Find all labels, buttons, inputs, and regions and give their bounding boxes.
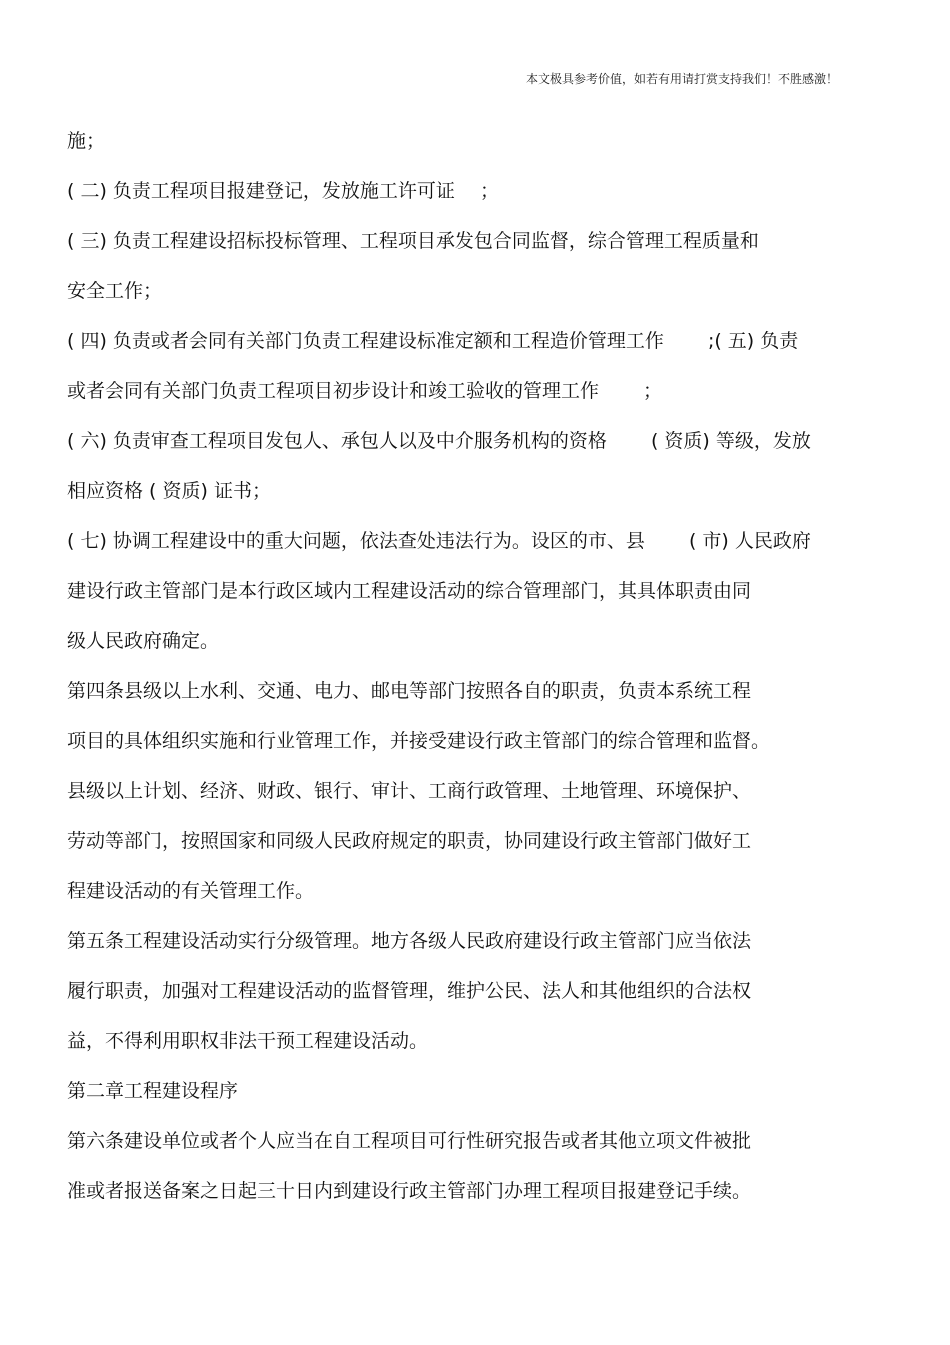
text-line: ( 三) 负责工程建设招标投标管理、工程项目承发包合同监督，综合管理工程质量和	[67, 230, 759, 252]
text-line: 相应资格 ( 资质) 证书；	[67, 480, 271, 502]
text-line: ( 四) 负责或者会同有关部门负责工程建设标准定额和工程造价管理工作 ;( 五) 负责	[67, 330, 799, 352]
text-line: 第四条县级以上水利、交通、电力、邮电等部门按照各自的职责，负责本系统工程	[67, 680, 752, 702]
text-line: 项目的具体组织实施和行业管理工作，并接受建设行政主管部门的综合管理和监督。	[67, 730, 771, 752]
text-line: 履行职责，加强对工程建设活动的监督管理，维护公民、法人和其他组织的合法权	[67, 980, 752, 1002]
text-line: 或者会同有关部门负责工程项目初步设计和竣工验收的管理工作 ；	[67, 380, 663, 402]
text-line: 施；	[67, 130, 106, 152]
text-line: 劳动等部门，按照国家和同级人民政府规定的职责，协同建设行政主管部门做好工	[67, 830, 752, 852]
text-line: 县级以上计划、经济、财政、银行、审计、工商行政管理、土地管理、环境保护、	[67, 780, 752, 802]
text-line: 准或者报送备案之日起三十日内到建设行政主管部门办理工程项目报建登记手续。	[67, 1180, 752, 1202]
header-note: 本文极具参考价值，如若有用请打赏支持我们！不胜感激！	[525, 72, 838, 86]
chapter-heading: 第二章工程建设程序	[67, 1080, 239, 1102]
text-line: ( 六) 负责审查工程项目发包人、承包人以及中介服务机构的资格 ( 资质) 等级，发放	[67, 430, 811, 452]
text-line: 安全工作；	[67, 280, 163, 302]
text-line: 益，不得利用职权非法干预工程建设活动。	[67, 1030, 429, 1052]
text-line: 程建设活动的有关管理工作。	[67, 880, 315, 902]
text-line: ( 二) 负责工程项目报建登记，发放施工许可证 ；	[67, 180, 499, 202]
text-line: 第五条工程建设活动实行分级管理。地方各级人民政府建设行政主管部门应当依法	[67, 930, 752, 952]
text-line: 级人民政府确定。	[67, 630, 220, 652]
text-line: ( 七) 协调工程建设中的重大问题，依法查处违法行为。设区的市、县 ( 市) 人民政府	[67, 530, 811, 552]
text-line: 第六条建设单位或者个人应当在自工程项目可行性研究报告或者其他立项文件被批	[67, 1130, 752, 1152]
text-line: 建设行政主管部门是本行政区域内工程建设活动的综合管理部门，其具体职责由同	[67, 580, 752, 602]
document-body	[67, 124, 887, 1224]
